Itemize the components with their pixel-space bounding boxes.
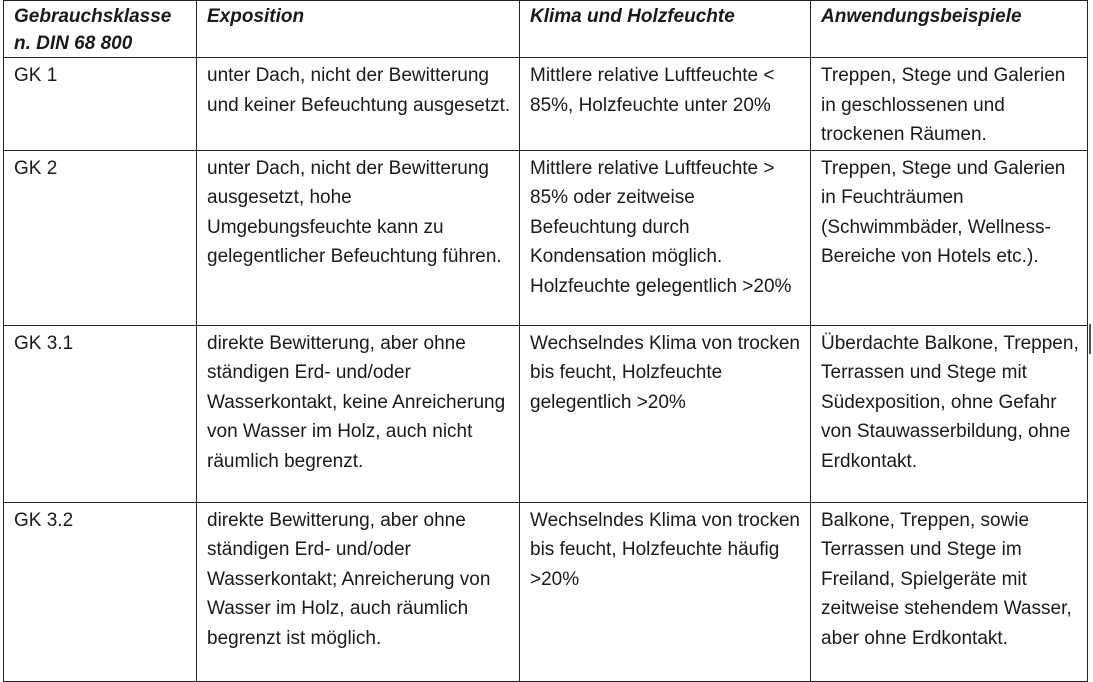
cell-beispiele: Balkone, Treppen, sowie Terrassen und Stege im Freiland, Spielgeräte mit zeitweise stehendem Wasser, aber ohne Erdkontakt. <box>811 502 1088 681</box>
cell-klasse: GK 3.2 <box>4 502 197 681</box>
cell-beispiele: Treppen, Stege und Galerien in Feuchträumen (Schwimmbäder, Wellness-Bereiche von Hotels etc.). <box>811 150 1088 325</box>
cell-klasse: GK 3.1 <box>4 325 197 502</box>
cell-klima: Wechselndes Klima von trocken bis feucht, Holzfeuchte häufig >20% <box>520 502 811 681</box>
header-exposition: Exposition <box>197 1 520 58</box>
gebrauchsklassen-table-container <box>3 0 1088 682</box>
cell-beispiele: Überdachte Balkone, Treppen, Terrassen und Stege mit Südexposition, ohne Gefahr von Stauwasserbildung, ohne Erdkontakt. <box>811 325 1088 502</box>
header-anwendungsbeispiele: Anwendungsbeispiele <box>811 1 1088 58</box>
table-row-gk1 <box>4 58 1088 151</box>
table-row-gk3-1 <box>4 325 1088 502</box>
header-klima: Klima und Holzfeuchte <box>520 1 811 58</box>
cell-exposition: direkte Bewitterung, aber ohne ständigen Erd- und/oder Wasserkontakt; Anreicherung von Wasser im Holz, auch räumlich begrenzt ist möglich. <box>197 502 520 681</box>
header-gebrauchsklasse: Gebrauchsklasse n. DIN 68 800 <box>4 1 197 58</box>
text-cursor-mark <box>1089 324 1091 354</box>
cell-klasse: GK 1 <box>4 58 197 151</box>
cell-exposition: unter Dach, nicht der Bewitterung und keiner Befeuchtung ausgesetzt. <box>197 58 520 151</box>
gebrauchsklassen-table <box>3 0 1088 682</box>
cell-klima: Mittlere relative Luftfeuchte > 85% oder zeitweise Befeuchtung durch Kondensation möglich. Holzfeuchte gelegentlich >20% <box>520 150 811 325</box>
table-row-gk3-2 <box>4 502 1088 681</box>
cell-exposition: direkte Bewitterung, aber ohne ständigen Erd- und/oder Wasserkontakt, keine Anreicherung von Wasser im Holz, auch nicht räumlich begrenzt. <box>197 325 520 502</box>
table-row-gk2 <box>4 150 1088 325</box>
cell-klima: Wechselndes Klima von trocken bis feucht, Holzfeuchte gelegentlich >20% <box>520 325 811 502</box>
cell-exposition: unter Dach, nicht der Bewitterung ausgesetzt, hohe Umgebungsfeuchte kann zu gelegentlicher Befeuchtung führen. <box>197 150 520 325</box>
cell-beispiele: Treppen, Stege und Galerien in geschlossenen und trockenen Räumen. <box>811 58 1088 151</box>
table-header-row <box>4 1 1088 58</box>
cell-klasse: GK 2 <box>4 150 197 325</box>
cell-klima: Mittlere relative Luftfeuchte < 85%, Holzfeuchte unter 20% <box>520 58 811 151</box>
